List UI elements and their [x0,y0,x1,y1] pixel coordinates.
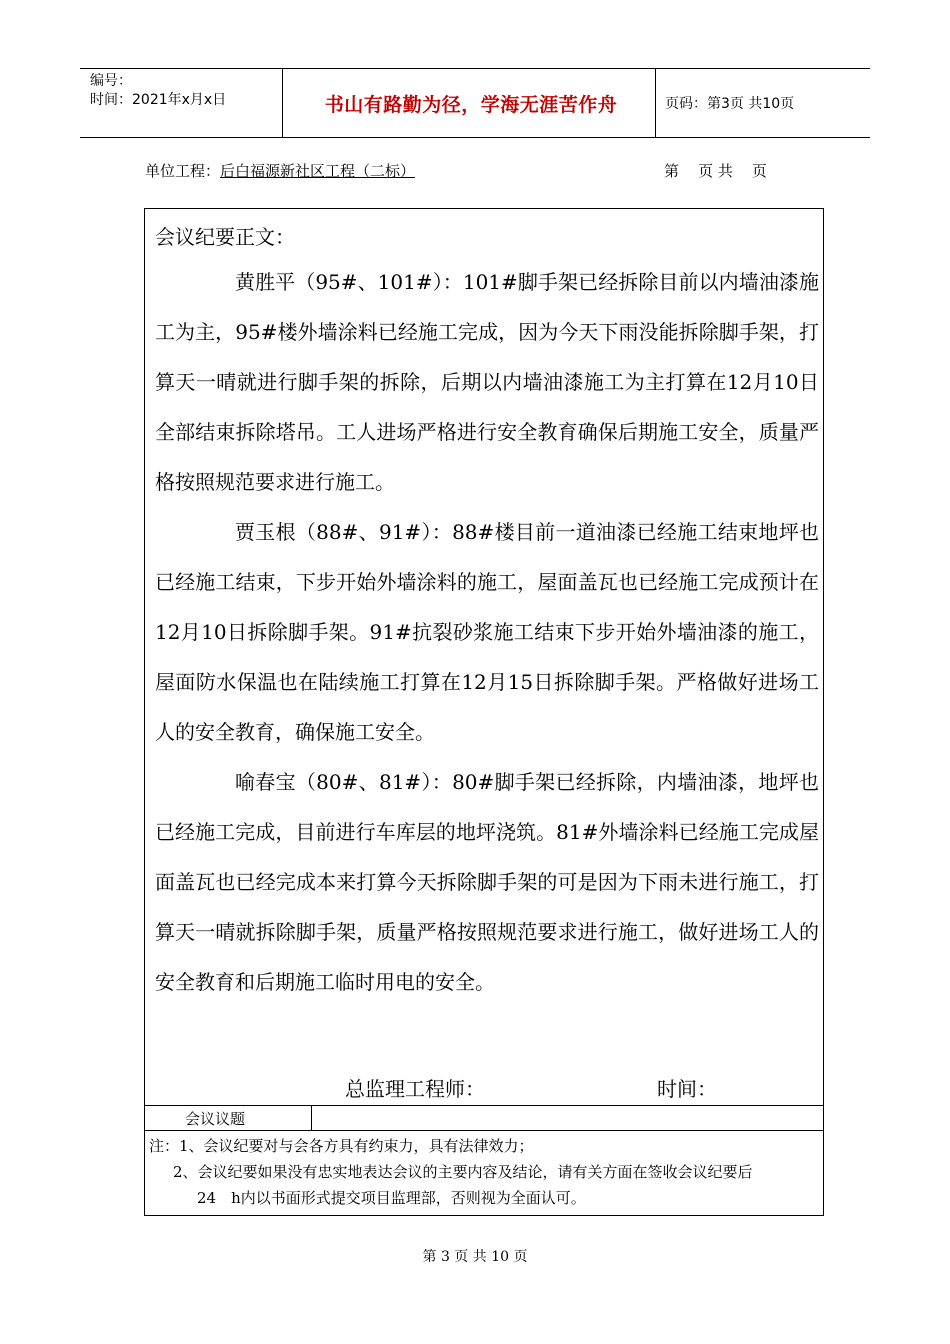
chief-engineer-signature-label: 总监理工程师： [345,1077,485,1101]
table-row-divider [145,1105,823,1106]
minutes-heading: 会议纪要正文： [155,225,295,249]
unit-project-line [145,160,415,181]
note-line: 2、会议纪要如果没有忠实地表达会议的主要内容及结论，请有关方面在签收会议纪要后 [173,1163,753,1181]
document-date: 时间：2021年x月x日 [90,92,227,108]
unit-project-name: 后白福源新社区工程（二标） [220,162,416,180]
signature-time-label: 时间： [657,1077,717,1101]
unit-project-label: 单位工程： [145,162,221,180]
document-header [80,68,870,138]
note-line: 注：1、会议纪要对与会各方具有约束力，具有法律效力； [149,1137,534,1155]
table-row-divider [145,1130,823,1131]
document-number-label: 编号： [90,73,132,89]
table-cell-divider [311,1105,312,1130]
page-number-blank: 第 页 共 页 [664,162,767,180]
minutes-paragraph: 贾玉根（88#、91#）：88#楼目前一道油漆已经施工结束地坪也已经施工结束，下步开始外墙涂料的施工，屋面盖瓦也已经施工完成预计在12月10日拆除脚手架。91#抗裂砂浆施工结束下步开始外墙油漆的施工，屋面防水保温也在陆续施工打算在12月15日拆除脚手架。严格做好进场工人的安全教育，确保施工安全。 [155,520,819,744]
header-page-code: 页码：第3页 共10页 [665,96,795,112]
header-left-cell [90,72,226,110]
header-divider [655,69,656,137]
minutes-paragraph: 黄胜平（95#、101#）：101#脚手架已经拆除目前以内墙油漆施工为主，95#楼外墙涂料已经施工完成，因为今天下雨没能拆除脚手架，打算天一晴就进行脚手架的拆除，后期以内墙油漆施工为主打算在12月10日全部结束拆除塔吊。工人进场严格进行安全教育确保后期施工安全，质量严格按照规范要求进行施工。 [155,270,819,494]
meeting-topic-label: 会议议题 [185,1110,246,1128]
minutes-body [155,217,819,1007]
notes-block [149,1133,815,1211]
note-line: 24 h内以书面形式提交项目监理部，否则视为全面认可。 [197,1189,586,1207]
minutes-paragraph: 喻春宝（80#、81#）：80#脚手架已经拆除，内墙油漆，地坪也已经施工完成，目前进行车库层的地坪浇筑。81#外墙涂料已经施工完成屋面盖瓦也已经完成本来打算今天拆除脚手架的可是因为下雨未进行施工，打算天一晴就拆除脚手架，质量严格按照规范要求进行施工，做好进场工人的安全教育和后期施工临时用电的安全。 [155,770,819,994]
page-footer: 第 3 页 共 10 页 [422,1249,528,1265]
header-divider [282,69,283,137]
minutes-table [144,208,824,1216]
header-motto: 书山有路勤为径，学海无涯苦作舟 [324,93,618,116]
